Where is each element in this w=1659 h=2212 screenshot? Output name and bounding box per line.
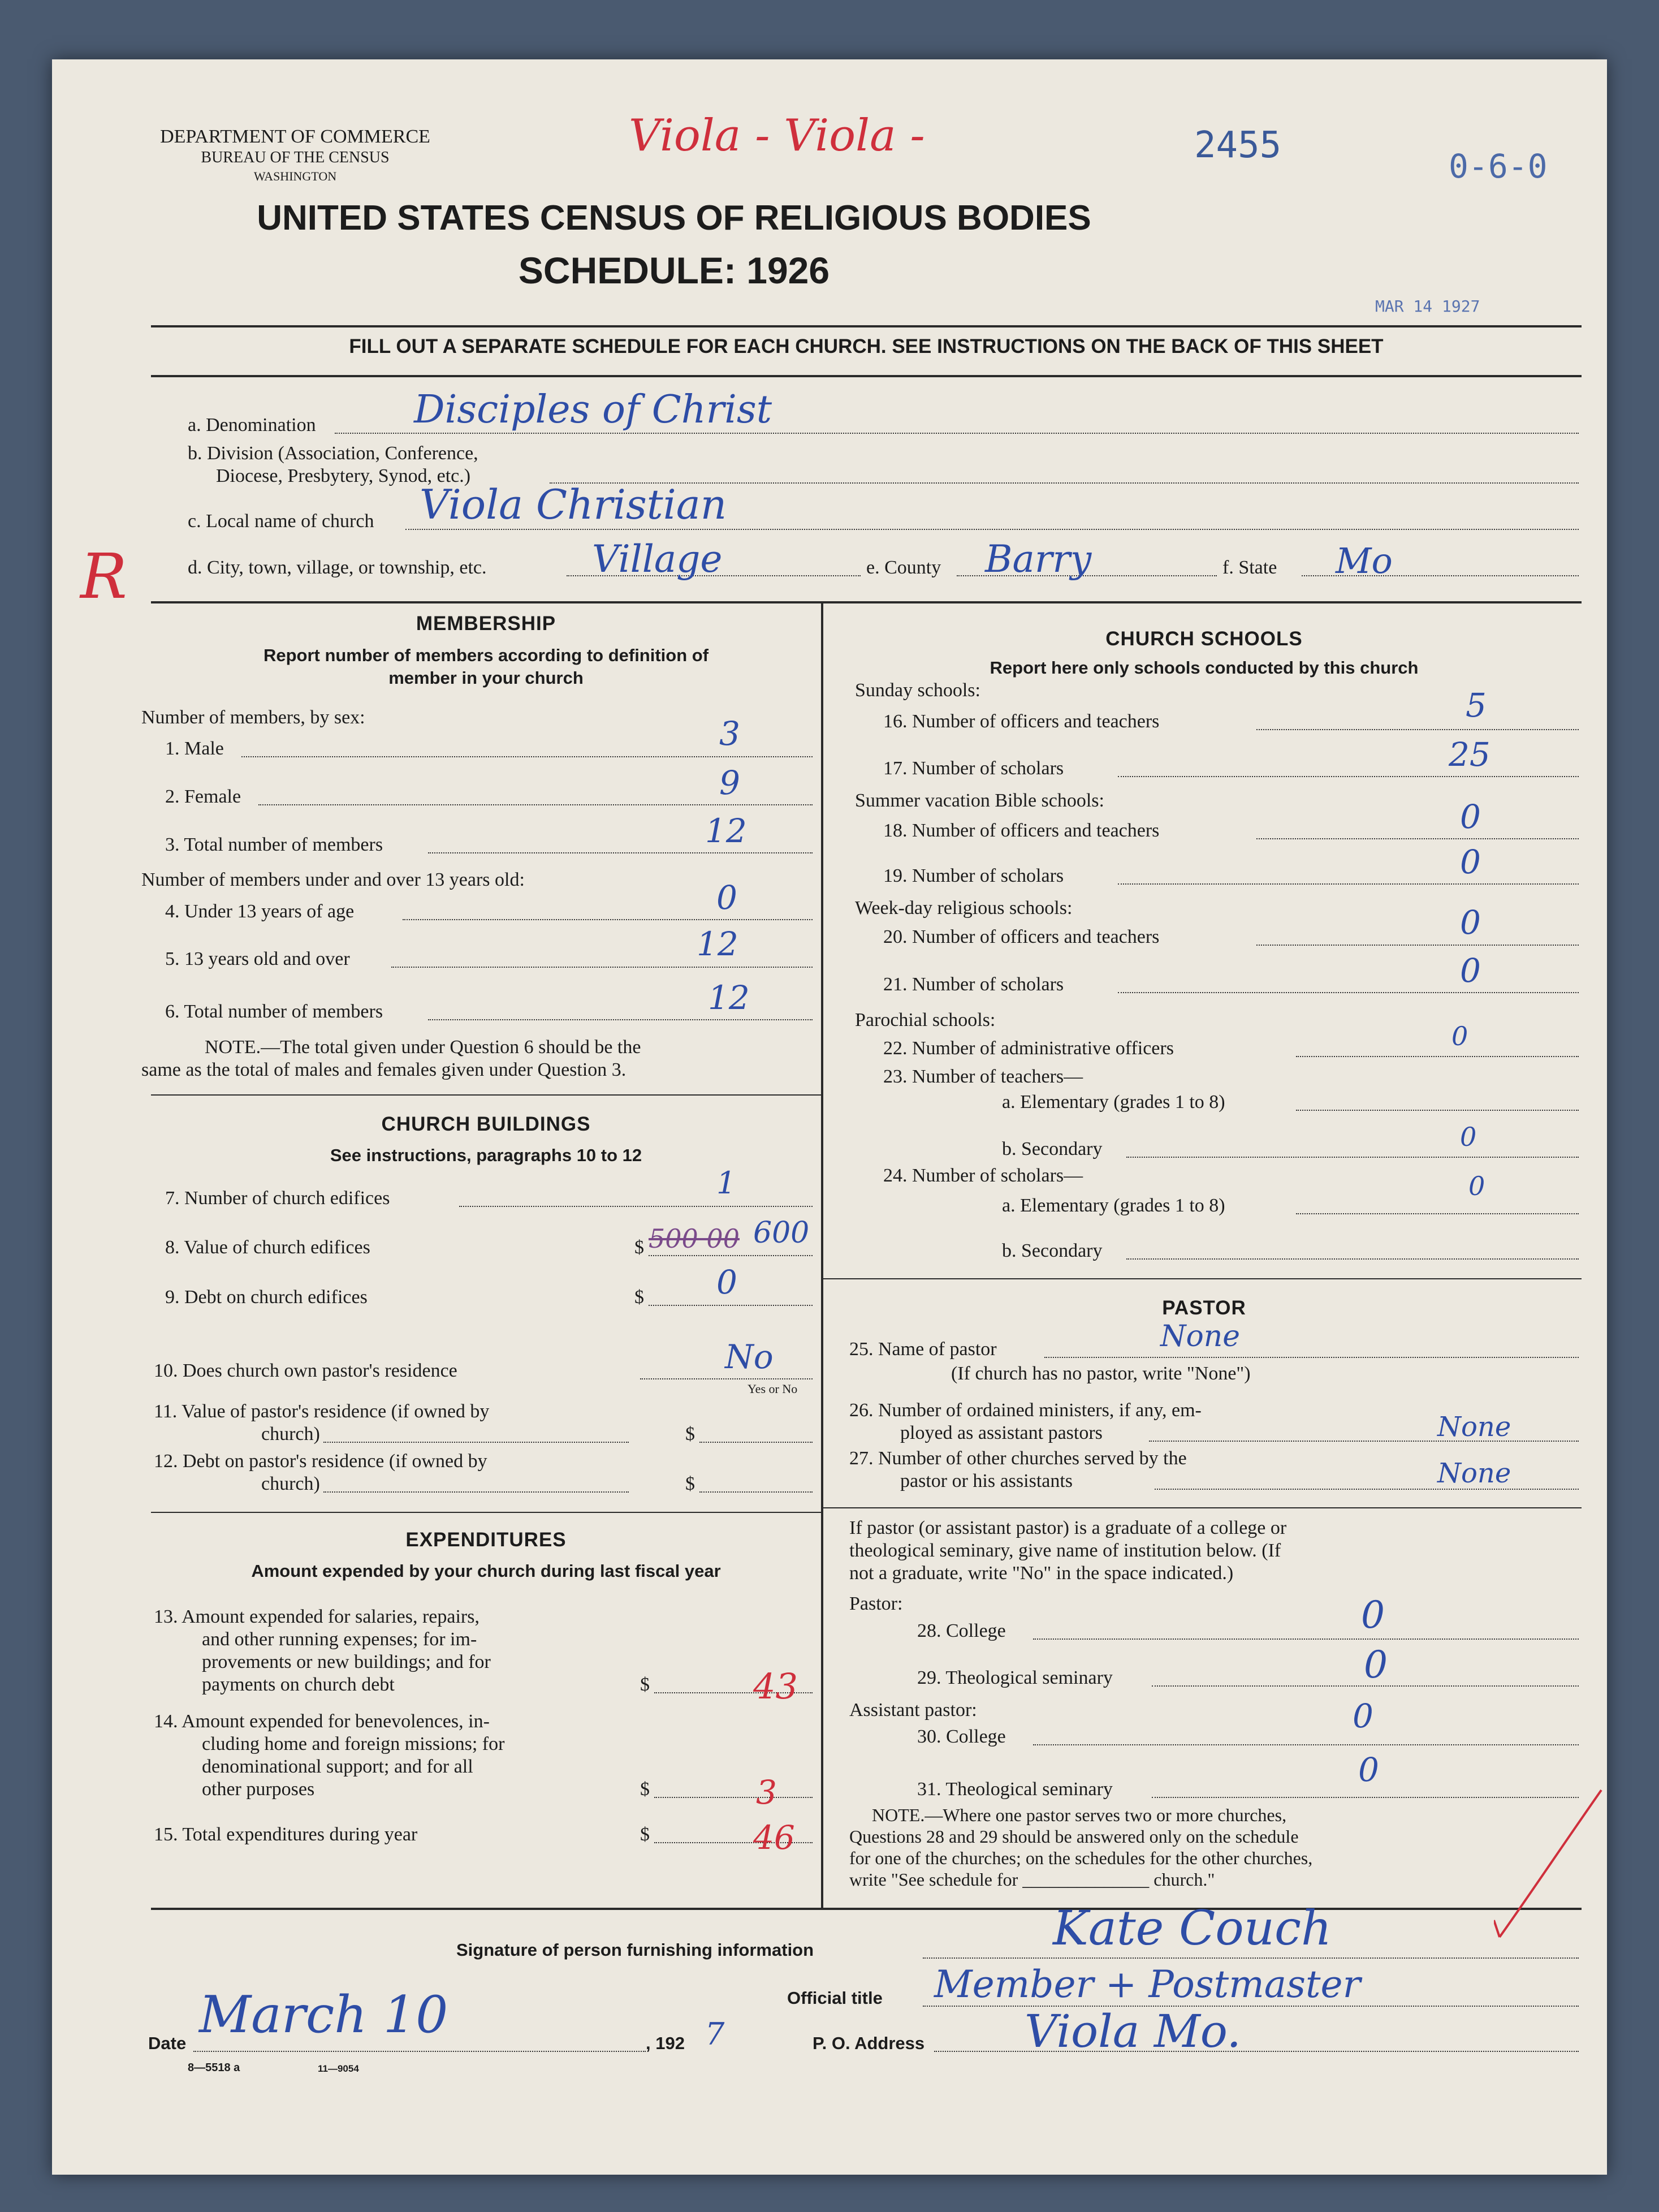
q9-value[interactable]: 0: [716, 1263, 737, 1301]
membership-title: MEMBERSHIP: [416, 613, 556, 635]
q23b-value[interactable]: 0: [1460, 1122, 1477, 1152]
q14-dollar: $: [640, 1779, 650, 1800]
q9-dollar: $: [634, 1287, 644, 1308]
q23a-label: a. Elementary (grades 1 to 8): [1002, 1092, 1225, 1113]
q30-value[interactable]: 0: [1353, 1697, 1373, 1735]
membership-intro-1: Report number of members according to definition of: [263, 645, 709, 665]
q2-line: [258, 804, 813, 805]
q21-label: 21. Number of scholars: [883, 974, 1064, 995]
q23b-line: [1126, 1157, 1579, 1158]
q12-label-1: 12. Debt on pastor's residence (if owned by: [154, 1451, 487, 1472]
q6-label: 6. Total number of members: [165, 1001, 383, 1022]
graduate-note-2: theological seminary, give name of institution below. (If: [849, 1540, 1281, 1561]
q11-line[interactable]: [699, 1442, 813, 1443]
year-prefix: , 192: [646, 2033, 685, 2053]
bureau-label: BUREAU OF THE CENSUS: [201, 149, 390, 166]
q3-label: 3. Total number of members: [165, 834, 383, 855]
washington-label: WASHINGTON: [253, 169, 337, 183]
signature-value[interactable]: Kate Couch: [1053, 1900, 1332, 1956]
po-address-value[interactable]: Viola Mo.: [1025, 2005, 1241, 2058]
q27-label-2: pastor or his assistants: [900, 1471, 1073, 1491]
pastor-note-4: write "See schedule for ______________ church.": [849, 1869, 1215, 1890]
q16-line: [1256, 729, 1579, 730]
local-name-label: c. Local name of church: [188, 511, 374, 532]
q10-hint: Yes or No: [748, 1382, 798, 1396]
sunday-schools-label: Sunday schools:: [855, 680, 980, 701]
q13-dollar: $: [640, 1674, 650, 1695]
q24b-line[interactable]: [1126, 1258, 1579, 1260]
summer-schools-label: Summer vacation Bible schools:: [855, 790, 1104, 811]
q25-line: [1044, 1357, 1579, 1358]
q17-label: 17. Number of scholars: [883, 758, 1064, 779]
pastor-rule: [822, 1507, 1582, 1508]
denomination-label: a. Denomination: [188, 415, 316, 435]
q11-leader: [323, 1442, 629, 1443]
assistant-pastor-subhead: Assistant pastor:: [849, 1700, 977, 1721]
local-name-line: [405, 529, 1579, 530]
buildings-rule: [151, 1512, 821, 1513]
q17-line: [1118, 776, 1579, 777]
date-value[interactable]: March 10: [199, 1985, 448, 2045]
schools-intro: Report here only schools conducted by this church: [990, 658, 1419, 678]
buildings-title: CHURCH BUILDINGS: [381, 1113, 591, 1135]
q18-value[interactable]: 0: [1460, 797, 1481, 836]
q1-label: 1. Male: [165, 738, 224, 759]
date-label: Date: [148, 2033, 187, 2053]
q28-label: 28. College: [917, 1620, 1006, 1641]
pastor-note-2: Questions 28 and 29 should be answered only on the schedule: [849, 1826, 1299, 1847]
q25-value[interactable]: None: [1160, 1320, 1241, 1353]
fields-rule: [151, 601, 1582, 603]
handwritten-top-note: Viola - Viola -: [629, 110, 925, 161]
q26-label-1: 26. Number of ordained ministers, if any, em-: [849, 1400, 1202, 1421]
q4-value[interactable]: 0: [716, 878, 737, 917]
pastor-subhead: Pastor:: [849, 1593, 903, 1614]
q31-label: 31. Theological seminary: [917, 1779, 1113, 1800]
q5-label: 5. 13 years old and over: [165, 948, 350, 969]
city-label: d. City, town, village, or township, etc.: [188, 557, 487, 578]
division-label-1: b. Division (Association, Conference,: [188, 443, 478, 464]
q30-label: 30. College: [917, 1726, 1006, 1747]
q8-line: [649, 1255, 813, 1256]
membership-note-2: same as the total of males and females given under Question 3.: [141, 1059, 627, 1080]
q14-line-3: denominational support; and for all: [202, 1756, 473, 1777]
q12-line[interactable]: [699, 1491, 813, 1493]
q13-line-1: 13. Amount expended for salaries, repairs,: [154, 1606, 479, 1627]
q14-line-4: other purposes: [202, 1779, 315, 1800]
q4-line: [403, 919, 813, 920]
q7-value[interactable]: 1: [716, 1165, 736, 1201]
q24-label: 24. Number of scholars—: [883, 1165, 1083, 1186]
q24a-value[interactable]: 0: [1468, 1171, 1485, 1201]
city-value[interactable]: Village: [592, 537, 723, 581]
membership-note-1: NOTE.—The total given under Question 6 should be the: [205, 1037, 641, 1058]
q30-line: [1033, 1744, 1579, 1745]
denomination-line: [335, 433, 1579, 434]
print-number: 11—9054: [318, 2063, 359, 2074]
q29-label: 29. Theological seminary: [917, 1667, 1113, 1688]
expenditures-title: EXPENDITURES: [405, 1529, 567, 1551]
q19-label: 19. Number of scholars: [883, 865, 1064, 886]
q24a-line: [1296, 1213, 1579, 1214]
q18-line: [1256, 838, 1579, 839]
graduate-note-3: not a graduate, write "No" in the space indicated.): [849, 1563, 1234, 1584]
q2-value[interactable]: 9: [719, 764, 740, 802]
pastor-title: PASTOR: [1162, 1297, 1246, 1319]
q8-value[interactable]: 600: [753, 1216, 810, 1250]
q14-value[interactable]: 3: [756, 1773, 777, 1812]
q3-value[interactable]: 12: [705, 812, 747, 850]
pastor-note-3: for one of the churches; on the schedules for the other churches,: [849, 1848, 1313, 1868]
q7-label: 7. Number of church edifices: [165, 1188, 390, 1209]
parochial-schools-label: Parochial schools:: [855, 1010, 996, 1030]
q31-value[interactable]: 0: [1358, 1750, 1379, 1789]
q15-dollar: $: [640, 1824, 650, 1845]
q26-value[interactable]: None: [1437, 1411, 1511, 1443]
q13-line-3: provements or new buildings; and for: [202, 1652, 491, 1672]
q6-value[interactable]: 12: [708, 978, 750, 1017]
q13-line-2: and other running expenses; for im-: [202, 1629, 477, 1650]
q24b-label: b. Secondary: [1002, 1240, 1103, 1261]
form-title: UNITED STATES CENSUS OF RELIGIOUS BODIES: [257, 199, 1091, 238]
q12-leader: [323, 1491, 629, 1493]
q23b-label: b. Secondary: [1002, 1139, 1103, 1159]
pastor-note-1: NOTE.—Where one pastor serves two or more churches,: [872, 1805, 1287, 1825]
q27-label-1: 27. Number of other churches served by the: [849, 1448, 1187, 1469]
q27-value[interactable]: None: [1437, 1458, 1511, 1489]
q13-line-4: payments on church debt: [202, 1674, 395, 1695]
q26-label-2: ployed as assistant pastors: [900, 1422, 1103, 1443]
q20-label: 20. Number of officers and teachers: [883, 926, 1160, 947]
schools-rule: [822, 1278, 1582, 1279]
q13-value[interactable]: 43: [753, 1666, 798, 1707]
schools-title: CHURCH SCHOOLS: [1105, 628, 1303, 650]
q3-line: [428, 852, 813, 853]
q26-line: [1149, 1441, 1579, 1442]
county-label: e. County: [866, 557, 941, 578]
graduate-note-1: If pastor (or assistant pastor) is a graduate of a college or: [849, 1517, 1287, 1538]
q5-line: [391, 967, 813, 968]
q19-value[interactable]: 0: [1460, 843, 1481, 881]
q25-label: 25. Name of pastor: [849, 1339, 997, 1360]
q28-value[interactable]: 0: [1361, 1593, 1385, 1637]
denomination-value[interactable]: Disciples of Christ: [414, 387, 772, 432]
q19-line: [1118, 883, 1579, 885]
q20-line: [1256, 945, 1579, 946]
county-value[interactable]: Barry: [985, 537, 1092, 581]
q23-label: 23. Number of teachers—: [883, 1066, 1083, 1087]
q28-line: [1033, 1638, 1579, 1640]
instruction-bar: FILL OUT A SEPARATE SCHEDULE FOR EACH CHURCH. SEE INSTRUCTIONS ON THE BACK OF THIS SHEET: [349, 335, 1384, 357]
q18-label: 18. Number of officers and teachers: [883, 820, 1160, 841]
q11-label-2: church): [261, 1424, 320, 1445]
q7-line: [459, 1206, 813, 1207]
q6-line: [428, 1019, 813, 1020]
form-number: 8—5518 a: [188, 2062, 240, 2074]
date-received-stamp: MAR 14 1927: [1375, 297, 1480, 316]
q20-value[interactable]: 0: [1460, 903, 1481, 942]
q5-value[interactable]: 12: [697, 925, 738, 963]
department-label: DEPARTMENT OF COMMERCE: [160, 126, 430, 147]
q24a-label: a. Elementary (grades 1 to 8): [1002, 1195, 1225, 1216]
q27-line: [1155, 1489, 1579, 1490]
q8-label: 8. Value of church edifices: [165, 1237, 370, 1258]
expenditures-intro: Amount expended by your church during last fiscal year: [251, 1561, 721, 1581]
members-by-sex-label: Number of members, by sex:: [141, 707, 365, 728]
red-check-mark: [1494, 1784, 1607, 1954]
division-label-2: Diocese, Presbytery, Synod, etc.): [216, 465, 471, 486]
q25-hint: (If church has no pastor, write "None"): [951, 1363, 1251, 1384]
q29-value[interactable]: 0: [1364, 1643, 1388, 1687]
q23a-line[interactable]: [1296, 1110, 1579, 1111]
weekday-schools-label: Week-day religious schools:: [855, 898, 1073, 919]
margin-mark-r: R: [80, 540, 127, 613]
members-by-age-label: Number of members under and over 13 years old:: [141, 869, 525, 890]
q15-label: 15. Total expenditures during year: [154, 1824, 418, 1845]
date-line: [193, 2051, 646, 2052]
membership-intro-2: member in your church: [388, 668, 584, 688]
q1-value[interactable]: 3: [719, 714, 740, 753]
q22-value[interactable]: 0: [1451, 1021, 1468, 1051]
q10-line: [640, 1378, 813, 1379]
official-title-label: Official title: [787, 1988, 883, 2008]
local-name-value[interactable]: Viola Christian: [420, 481, 727, 528]
q1-line: [241, 756, 813, 757]
census-schedule-sheet: [52, 59, 1607, 2175]
header-rule-top: [151, 325, 1582, 327]
footer-rule: [151, 1908, 1582, 1910]
q9-label: 9. Debt on church edifices: [165, 1287, 368, 1308]
q10-value[interactable]: No: [725, 1338, 774, 1376]
q14-line: [654, 1797, 813, 1798]
membership-rule: [151, 1094, 821, 1096]
q15-value[interactable]: 46: [753, 1818, 795, 1857]
q16-value[interactable]: 5: [1466, 686, 1487, 725]
state-label: f. State: [1222, 557, 1277, 578]
q10-label: 10. Does church own pastor's residence: [154, 1360, 457, 1381]
header-rule-bottom: [151, 375, 1582, 377]
year-digit[interactable]: 7: [705, 2016, 725, 2052]
q12-dollar: $: [685, 1473, 695, 1494]
stamp-code: 0-6-0: [1449, 147, 1548, 186]
q4-label: 4. Under 13 years of age: [165, 901, 355, 922]
schedule-title: SCHEDULE: 1926: [518, 249, 830, 291]
q11-dollar: $: [685, 1424, 695, 1445]
q12-label-2: church): [261, 1473, 320, 1494]
q21-value[interactable]: 0: [1460, 951, 1481, 990]
state-value[interactable]: Mo: [1336, 540, 1393, 581]
official-title-value[interactable]: Member + Postmaster: [934, 1963, 1361, 2006]
signature-label: Signature of person furnishing information: [456, 1940, 814, 1960]
signature-line: [923, 1957, 1579, 1959]
column-divider: [821, 602, 823, 1909]
q14-line-2: cluding home and foreign missions; for: [202, 1734, 505, 1754]
q17-value[interactable]: 25: [1449, 735, 1490, 774]
po-address-label: P. O. Address: [813, 2033, 925, 2053]
q9-line: [649, 1305, 813, 1306]
q8-struck-value: 500 00: [649, 1223, 740, 1254]
q2-label: 2. Female: [165, 786, 241, 807]
q22-label: 22. Number of administrative officers: [883, 1038, 1174, 1059]
q21-line: [1118, 992, 1579, 993]
q14-line-1: 14. Amount expended for benevolences, in-: [154, 1711, 490, 1732]
q16-label: 16. Number of officers and teachers: [883, 711, 1160, 732]
stamp-number: 2455: [1194, 124, 1282, 166]
q11-label-1: 11. Value of pastor's residence (if owned by: [154, 1401, 490, 1422]
q22-line: [1296, 1056, 1579, 1057]
q8-dollar: $: [634, 1237, 644, 1258]
buildings-intro: See instructions, paragraphs 10 to 12: [330, 1145, 642, 1165]
